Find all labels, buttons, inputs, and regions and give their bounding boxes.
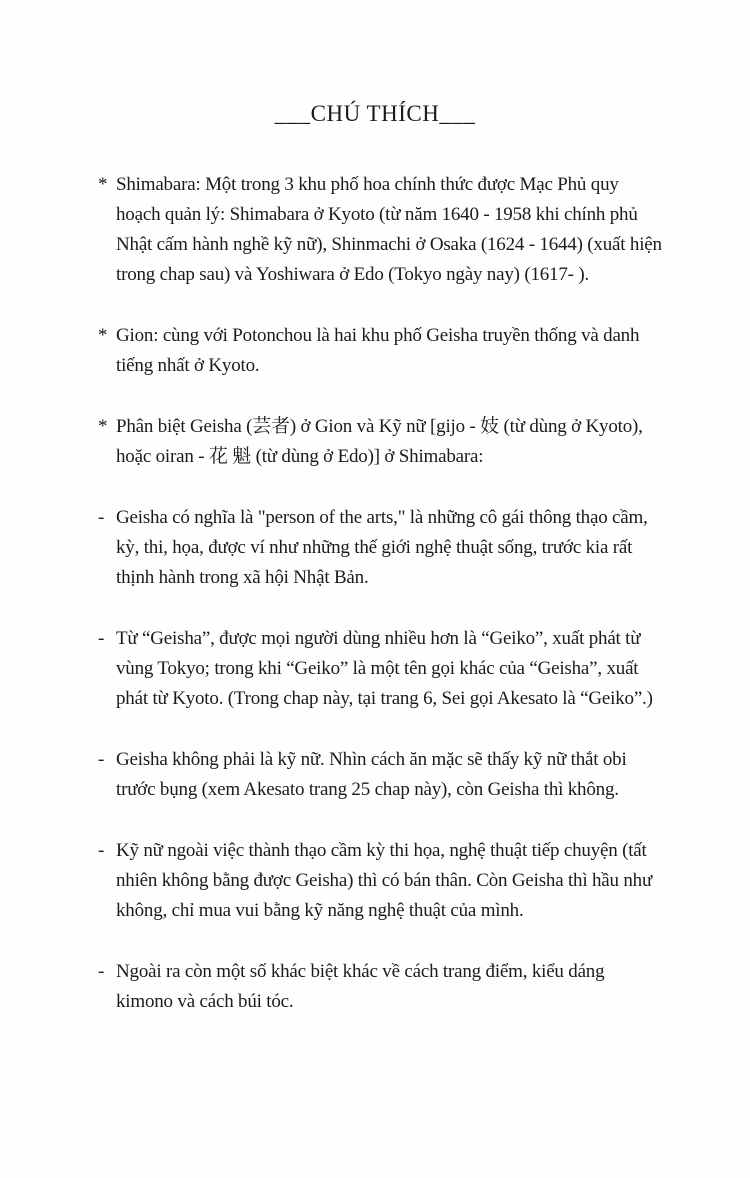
note-text: Shimabara: Một trong 3 khu phố hoa chính thức được Mạc Phủ quy hoạch quản lý: Shimabara ở Kyoto (từ năm 1640 - 1958 khi chính phủ Nhật cấm hành nghề kỹ nữ), Shinmachi ở Osaka (1624 - 1644) (xuất hiện trong chap sau) và Yoshiwara ở Edo (Tokyo ngày nay) (1617- ). bbox=[116, 174, 662, 285]
bullet-marker: - bbox=[98, 628, 105, 649]
bullet-marker: * bbox=[98, 174, 108, 195]
note-item-obi-difference bbox=[98, 745, 662, 805]
note-text: Ngoài ra còn một số khác biệt khác về cách trang điểm, kiểu dáng kimono và cách búi tóc. bbox=[116, 961, 605, 1012]
bullet-marker: - bbox=[98, 507, 105, 528]
note-text: Từ “Geisha”, được mọi người dùng nhiều hơn là “Geiko”, xuất phát từ vùng Tokyo; trong khi “Geiko” là một tên gọi khác của “Geisha”, xuất phát từ Kyoto. (Trong chap này, tại trang 6, Sei gọi Akesato là “Geiko”.) bbox=[116, 628, 653, 709]
bullet-marker: - bbox=[98, 840, 105, 861]
note-item-ky-nu-skills bbox=[98, 836, 662, 926]
note-item-geiko-term bbox=[98, 624, 662, 714]
notes-list bbox=[0, 128, 750, 1017]
bullet-marker: - bbox=[98, 749, 105, 770]
note-item-geisha-meaning bbox=[98, 503, 662, 593]
note-text: Phân biệt Geisha (芸者) ở Gion và Kỹ nữ [gijo - 妓 (từ dùng ở Kyoto), hoặc oiran - 花 魁 (từ dùng ở Edo)] ở Shimabara: bbox=[116, 416, 643, 467]
bullet-marker: * bbox=[98, 416, 108, 437]
note-text: Geisha có nghĩa là "person of the arts," là những cô gái thông thạo cầm, kỳ, thi, họa, được ví như những thế giới nghệ thuật sống, trước kia rất thịnh hành trong xã hội Nhật Bản. bbox=[116, 507, 648, 588]
note-item-other-differences bbox=[98, 957, 662, 1017]
note-item-gion bbox=[98, 321, 662, 381]
bullet-marker: * bbox=[98, 325, 108, 346]
page-title: ___CHÚ THÍCH___ bbox=[274, 101, 476, 126]
note-text: Gion: cùng với Potonchou là hai khu phố Geisha truyền thống và danh tiếng nhất ở Kyoto. bbox=[116, 325, 640, 376]
note-text: Geisha không phải là kỹ nữ. Nhìn cách ăn mặc sẽ thấy kỹ nữ thắt obi trước bụng (xem Akesato trang 25 chap này), còn Geisha thì không. bbox=[116, 749, 627, 800]
bullet-marker: - bbox=[98, 961, 105, 982]
note-text: Kỹ nữ ngoài việc thành thạo cầm kỳ thi họa, nghệ thuật tiếp chuyện (tất nhiên không bằng được Geisha) thì có bán thân. Còn Geisha thì hầu như không, chỉ mua vui bằng kỹ năng nghệ thuật của mình. bbox=[116, 840, 653, 921]
note-item-shimabara bbox=[98, 170, 662, 290]
note-item-phan-biet bbox=[98, 412, 662, 472]
